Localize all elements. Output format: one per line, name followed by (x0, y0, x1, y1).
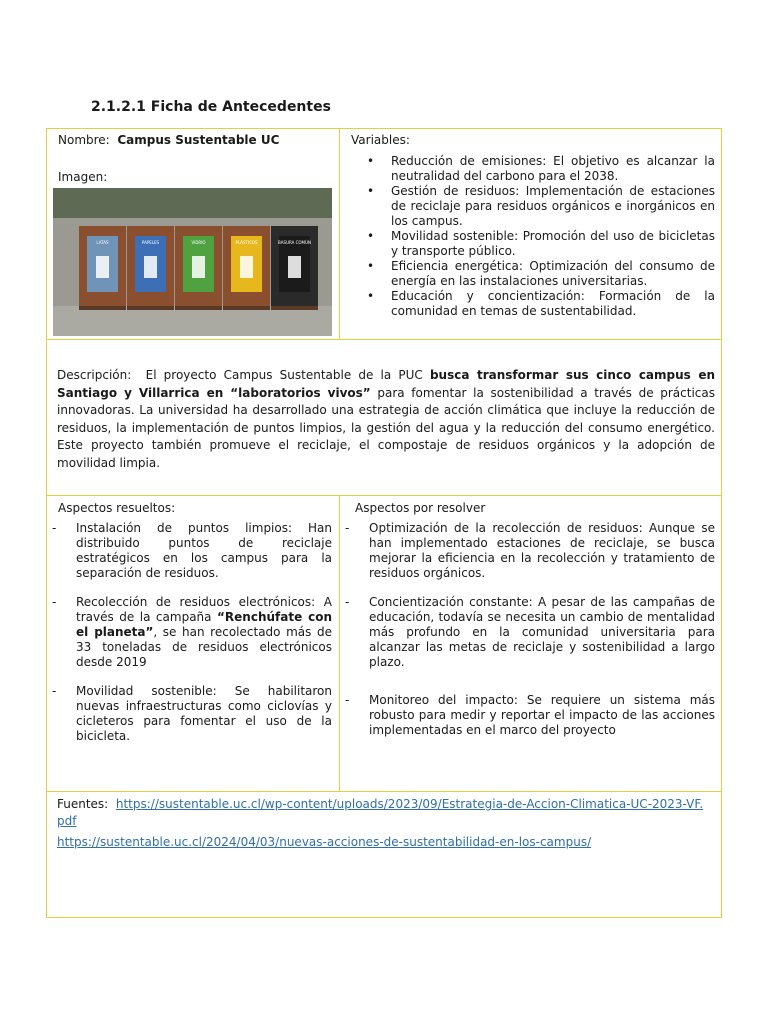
sources-label: Fuentes: (57, 797, 109, 811)
bin-label: BASURA COMÚN (278, 240, 311, 245)
recycling-bins-image (53, 188, 332, 336)
bin-label: PLÁSTICOS (235, 240, 258, 245)
source-link-2[interactable]: https://sustentable.uc.cl/2024/04/03/nuevas-acciones-de-sustentabilidad-en-los-campus/ (57, 835, 592, 849)
pending-item: - Concientización constante: A pesar de las campañas de educación, todavía se necesita un cambio de mentalidad más profundo en la comunidad universitaria para alcanzar las metas de reciclaje y sostenibilidad a largo plazo. (345, 595, 715, 669)
resolved-title: Aspectos resueltos: (58, 501, 176, 515)
recycling-bin (127, 226, 174, 310)
resolved-item: - Instalación de puntos limpios: Han distribuido puntos de reciclaje estratégicos en los campus para la separación de residuos. (52, 521, 332, 580)
sources-line-2 (57, 835, 707, 850)
resolved-item: - Recolección de residuos electrónicos: A través de la campaña “Renchúfate con el planeta”, se han recolectado más de 33 toneladas de residuos electrónicos desde 2019 (52, 595, 333, 669)
bin-base (127, 306, 174, 310)
bin-label: LATAS (96, 240, 109, 245)
name-value: Campus Sustentable UC (117, 133, 280, 147)
bin-pictogram-icon (144, 256, 157, 278)
bin-pictogram-icon (288, 256, 301, 278)
bin-base (223, 306, 270, 310)
bin-label: PAPELES (141, 240, 160, 245)
variable-item: • Gestión de residuos: Implementación de estaciones de reciclaje para residuos orgánicos e inorgánicos en los campus. (363, 184, 715, 229)
bin-pictogram-icon (240, 256, 253, 278)
resolved-list (47, 521, 332, 744)
bin-base (175, 306, 222, 310)
name-row (58, 133, 279, 148)
variable-item: • Educación y concientización: Formación de la comunidad en temas de sustentabilidad. (363, 289, 715, 319)
description-highlight: busca transformar sus cinco campus en Santiago y Villarrica en “laboratorios vivos” (57, 368, 716, 400)
bin-pictogram-icon (96, 256, 109, 278)
description-label: Descripción: (57, 368, 132, 382)
variable-item: • Movilidad sostenible: Promoción del uso de bicicletas y transporte público. (363, 229, 715, 259)
bin-label: VIDRIO (191, 240, 206, 245)
bin-base (271, 306, 318, 310)
bin-pictogram-icon (192, 256, 205, 278)
pending-title: Aspectos por resolver (355, 501, 486, 515)
variable-item: • Eficiencia energética: Optimización del consumo de energía en las instalaciones universitarias. (363, 259, 715, 289)
pending-item: - Optimización de la recolección de residuos: Aunque se han implementado estaciones de reciclaje, se busca mejorar la eficiencia en la recolección y tratamiento de residuos orgánicos. (345, 521, 715, 580)
name-label: Nombre: (58, 133, 110, 147)
image-label: Imagen: (58, 170, 108, 184)
pending-item: - Monitoreo del impacto: Se requiere un sistema más robusto para medir y reportar el impacto de las acciones implementadas en el marco del proyecto (345, 693, 715, 737)
pending-list (340, 521, 715, 738)
recycling-bin (79, 226, 126, 310)
bin-base (79, 306, 126, 310)
source-link-1[interactable]: https://sustentable.uc.cl/wp-content/uploads/2023/09/Estrategia-de-Accion-Climatica-UC-2023-VF.pdf (57, 797, 704, 828)
image-ground (53, 306, 332, 336)
variables-title: Variables: (351, 133, 410, 147)
description-text: Descripción: El proyecto Campus Sustentable de la PUC busca transformar sus cinco campus en Santiago y Villarrica en “laboratorios vivos” para fomentar la sostenibilidad a través de prácticas innovadoras. La universidad ha desarrollado una estrategia de acción climática que incluye la reducción de residuos, la implementación de puntos limpios, la gestión del agua y la reducción del consumo energético. Este proyecto también promueve el reciclaje, el compostaje de residuos orgánicos y la adopción de movilidad limpia. (57, 368, 716, 470)
sources-text (57, 796, 707, 830)
recycling-bin (271, 226, 318, 310)
recycling-bin (175, 226, 222, 310)
recycling-bin (223, 226, 270, 310)
section-heading: 2.1.2.1 Ficha de Antecedentes (91, 99, 331, 115)
campaign-name: “Renchúfate con el planeta” (76, 610, 333, 639)
resolved-item: - Movilidad sostenible: Se habilitaron nuevas infraestructuras como ciclovías y cicleteros para fomentar el uso de la bicicleta. (52, 684, 332, 743)
variable-item: • Reducción de emisiones: El objetivo es alcanzar la neutralidad del carbono para el 2038. (363, 154, 715, 184)
variables-list (363, 154, 715, 319)
